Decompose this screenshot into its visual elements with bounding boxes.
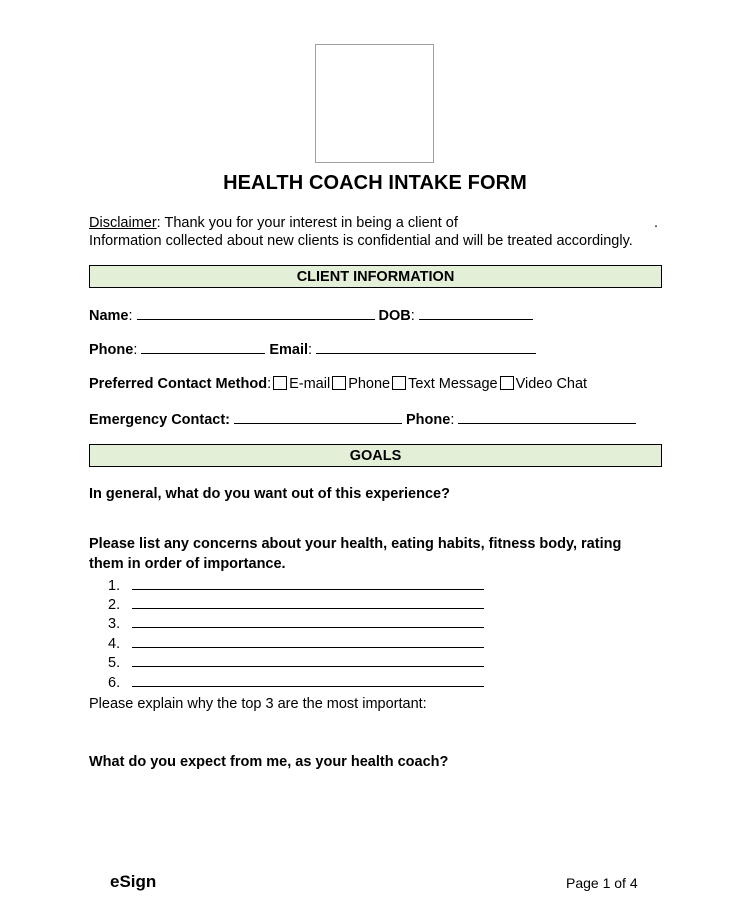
question-concerns-line-1: Please list any concerns about your health, eating habits, fitness body, rating xyxy=(89,536,622,552)
preferred-contact-label: Preferred Contact Method xyxy=(89,376,268,392)
preferred-contact-row: Preferred Contact Method: E-mail Phone Text Message Video Chat xyxy=(89,376,588,392)
concern-field-2[interactable] xyxy=(132,595,484,609)
logo-placeholder xyxy=(315,44,434,163)
page-number: Page 1 of 4 xyxy=(566,875,638,891)
question-expectations: What do you expect from me, as your health coach? xyxy=(89,754,449,770)
concern-field-5[interactable] xyxy=(132,653,484,667)
explain-prompt: Please explain why the top 3 are the most important: xyxy=(89,696,427,712)
disclaimer-period: . xyxy=(654,215,659,231)
question-experience: In general, what do you want out of this experience? xyxy=(89,486,450,502)
concern-field-1[interactable] xyxy=(132,576,484,590)
phone-label: Phone xyxy=(89,342,134,358)
emergency-phone-label: Phone xyxy=(406,412,451,428)
concern-item-3: 3. xyxy=(108,614,484,633)
concern-field-4[interactable] xyxy=(132,634,484,648)
dob-label: DOB xyxy=(378,308,411,324)
video-chat-checkbox[interactable] xyxy=(500,376,514,390)
concern-item-4: 4. xyxy=(108,634,484,653)
email-checkbox[interactable] xyxy=(273,376,287,390)
esign-logo: eSign xyxy=(110,872,157,891)
question-concerns-line-2: them in order of importance. xyxy=(89,556,286,572)
concern-item-6: 6. xyxy=(108,673,484,692)
phone-email-row: Phone: Email: xyxy=(89,341,540,358)
page-title: HEALTH COACH INTAKE FORM xyxy=(223,172,527,194)
option-video-chat-label: Video Chat xyxy=(515,376,588,392)
name-dob-row: Name: DOB: xyxy=(89,307,537,324)
disclaimer-line-2: Information collected about new clients is confidential and will be treated accordingly. xyxy=(89,233,633,249)
name-field[interactable] xyxy=(137,307,375,320)
emergency-phone-field[interactable] xyxy=(458,411,636,424)
concern-field-3[interactable] xyxy=(132,614,484,628)
goals-header: GOALS xyxy=(89,444,662,467)
emergency-contact-label: Emergency Contact: xyxy=(89,412,231,428)
client-information-header: CLIENT INFORMATION xyxy=(89,265,662,288)
phone-field[interactable] xyxy=(141,341,265,354)
concern-item-1: 1. xyxy=(108,576,484,595)
concern-item-5: 5. xyxy=(108,653,484,672)
dob-field[interactable] xyxy=(419,307,533,320)
name-label: Name xyxy=(89,308,129,324)
option-text-message-label: Text Message xyxy=(408,376,498,392)
email-label: Email xyxy=(269,342,309,358)
disclaimer-label: Disclaimer xyxy=(89,215,157,231)
concern-item-2: 2. xyxy=(108,595,484,614)
phone-checkbox[interactable] xyxy=(332,376,346,390)
concern-field-6[interactable] xyxy=(132,673,484,687)
disclaimer-line-1 xyxy=(89,215,458,231)
text-message-checkbox[interactable] xyxy=(392,376,406,390)
emergency-contact-field[interactable] xyxy=(234,411,402,424)
option-phone-label: Phone xyxy=(348,376,391,392)
option-email-label: E-mail xyxy=(289,376,331,392)
disclaimer-text: : Thank you for your interest in being a client of xyxy=(156,215,458,231)
email-field[interactable] xyxy=(316,341,536,354)
emergency-contact-row: Emergency Contact: Phone: xyxy=(89,411,640,428)
